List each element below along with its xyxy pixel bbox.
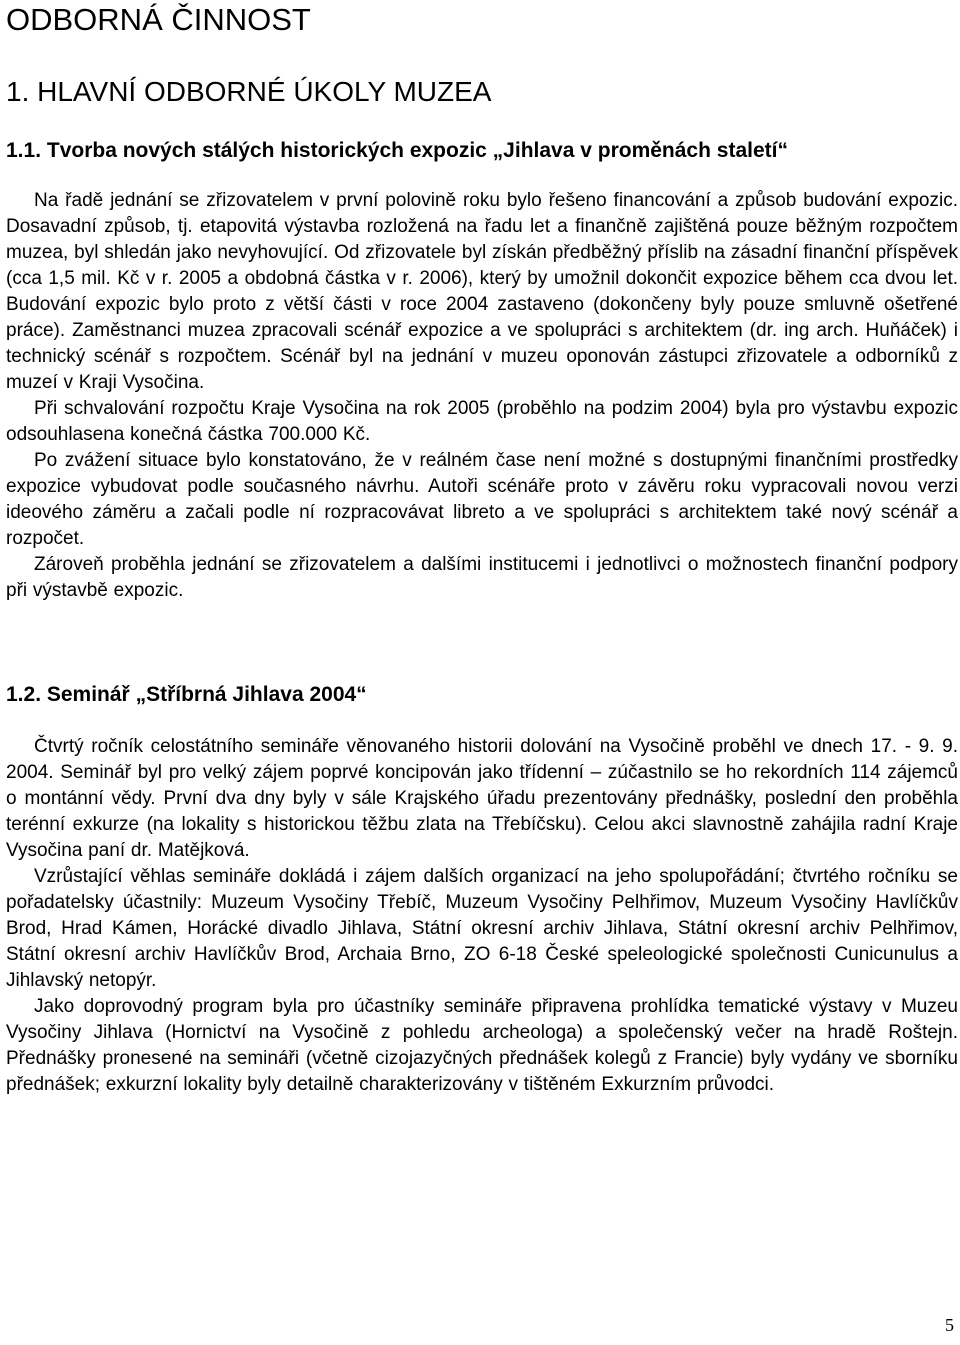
paragraph: Při schvalování rozpočtu Kraje Vysočina na rok 2005 (proběhlo na podzim 2004) byla pro výstavbu expozic odsouhlasena konečná částka 700.000 Kč. bbox=[6, 398, 958, 445]
section-1-1-body bbox=[6, 188, 958, 604]
paragraph: Zároveň proběhla jednání se zřizovatelem a dalšími institucemi i jednotlivci o možnostech finanční podpory při výstavbě expozic. bbox=[6, 554, 958, 601]
paragraph: Po zvážení situace bylo konstatováno, že v reálném čase není možné s dostupnými finančními prostředky expozice vybudovat podle současného návrhu. Autoři scénáře proto v závěru roku vypracovali novou verzi ideového záměru a začali podle ní rozpracovávat libreto a ve spolupráci s architektem také nový scénář a rozpočet. bbox=[6, 450, 958, 549]
section-1-2-body bbox=[6, 734, 958, 1098]
paragraph: Na řadě jednání se zřizovatelem v první polovině roku bylo řešeno financování a způsob budování expozic. Dosavadní způsob, tj. etapovitá výstavba rozložená na řadu let a finančně zajištěná pouze běžným rozpočtem muzea, byl shledán jako nevyhovující. Od zřizovatele byl získán předběžný příslib na zásadní finanční příspěvek (cca 1,5 mil. Kč v r. 2005 a obdobná částka v r. 2006), který by umožnil dokončit expozice během cca dvou let. Budování expozic bylo proto z větší části v roce 2004 zastaveno (dokončeny byly pouze smluvně ošetřené práce). Zaměstnanci muzea zpracovali scénář expozice a ve spolupráci s architektem (dr. ing arch. Huňáček) i technický scénář s rozpočtem. Scénář byl na jednání v muzeu oponován zástupci zřizovatele a odborníků z muzeí v Kraji Vysočina. bbox=[6, 190, 958, 393]
section-heading-1-2: 1.2. Seminář „Stříbrná Jihlava 2004“ bbox=[6, 683, 367, 706]
paragraph: Vzrůstající věhlas semináře dokládá i zájem dalších organizací na jeho spolupořádání; čtvrtého ročníku se pořadatelsky účastnily: Muzeum Vysočiny Třebíč, Muzeum Vysočiny Pelhřimov, Muzeum Vysočiny Havlíčkův Brod, Hrad Kámen, Horácké divadlo Jihlava, Státní okresní archiv Jihlava, Státní okresní archiv Pelhřimov, Státní okresní archiv Havlíčkův Brod, Archaia Brno, ZO 6-18 České speleologické společnosti Cunicunulus a Jihlavský netopýr. bbox=[6, 866, 958, 991]
page-number: 5 bbox=[945, 1315, 954, 1335]
paragraph: Čtvrtý ročník celostátního semináře věnovaného historii dolování na Vysočině proběhl ve dnech 17. - 9. 9. 2004. Seminář byl pro velký zájem poprvé koncipován jako třídenní – zúčastnilo se ho rekordních 114 zájemců o montánní vědy. První dva dny byly v sále Krajského úřadu prezentovány přednášky, poslední den proběhla terénní exkurze (na lokality s historickou těžbu zlata na Třebíčsku). Celou akci slavnostně zahájila radní Kraje Vysočina paní dr. Matějková. bbox=[6, 736, 958, 861]
paragraph: Jako doprovodný program byla pro účastníky semináře připravena prohlídka tematické výstavy v Muzeu Vysočiny Jihlava (Hornictví na Vysočině z pohledu archeologa) a společenský večer na hradě Roštejn. Přednášky pronesené na semináři (včetně cizojazyčných přednášek kolegů z Francie) byly vydány ve sborníku přednášek; exkurzní lokality byly detailně charakterizovány v tištěném Exkurzním průvodci. bbox=[6, 996, 958, 1095]
section-heading-1-1: 1.1. Tvorba nových stálých historických expozic „Jihlava v proměnách staletí“ bbox=[6, 139, 788, 162]
document-title: ODBORNÁ ČINNOST bbox=[6, 2, 311, 37]
chapter-heading: 1. HLAVNÍ ODBORNÉ ÚKOLY MUZEA bbox=[6, 76, 492, 107]
